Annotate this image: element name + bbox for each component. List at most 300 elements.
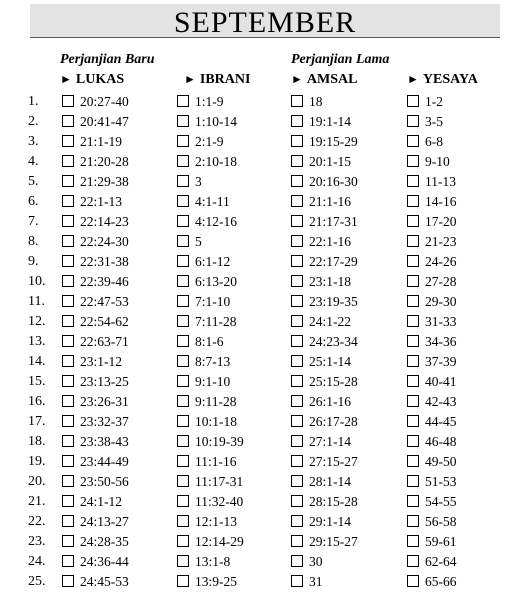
checkbox[interactable] [62,195,74,207]
day-number: 15. [28,374,46,389]
reading-ref: 8:7-13 [195,354,231,369]
reading-ref: 23:1-12 [80,354,122,369]
reading-ref: 24:36-44 [80,554,129,569]
reading-cell-yesaya [407,194,457,210]
reading-cell-ibrani [177,214,237,230]
reading-cell-yesaya [407,574,457,590]
reading-cell-ibrani [177,474,243,490]
reading-cell-lukas [62,574,129,590]
reading-cell-yesaya [407,514,457,530]
table-row [0,412,530,432]
reading-ref: 26:1-16 [309,394,351,409]
reading-ref: 22:17-29 [309,254,358,269]
reading-ref: 20:1-15 [309,154,351,169]
checkbox[interactable] [62,275,74,287]
reading-cell-lukas [62,274,129,290]
reading-cell-ibrani [177,274,237,290]
reading-ref: 27-28 [425,274,457,289]
reading-cell-amsal [291,114,351,130]
table-row [0,452,530,472]
reading-cell-yesaya [407,114,443,130]
reading-ref: 23:32-37 [80,414,129,429]
table-row [0,252,530,272]
day-number: 19. [28,454,46,469]
day-number: 10. [28,274,46,289]
day-number: 17. [28,414,46,429]
day-number: 13. [28,334,46,349]
reading-ref: 11-13 [425,174,456,189]
checkbox[interactable] [62,175,74,187]
reading-cell-ibrani [177,554,230,570]
checkbox[interactable] [291,355,303,367]
checkbox[interactable] [407,415,419,427]
reading-cell-lukas [62,254,129,270]
reading-cell-amsal [291,294,358,310]
checkbox[interactable] [177,235,189,247]
table-row [0,372,530,392]
reading-cell-amsal [291,514,351,530]
checkbox[interactable] [62,315,74,327]
checkbox[interactable] [407,355,419,367]
reading-ref: 6-8 [425,134,443,149]
reading-ref: 22:1-13 [80,194,122,209]
reading-cell-ibrani [177,114,237,130]
day-number: 7. [28,214,39,229]
checkbox[interactable] [177,355,189,367]
reading-cell-lukas [62,534,129,550]
reading-ref: 46-48 [425,434,457,449]
reading-ref: 6:13-20 [195,274,237,289]
column-header-ibrani: ► IBRANI [184,72,251,87]
checkbox[interactable] [407,495,419,507]
checkbox[interactable] [177,255,189,267]
checkbox[interactable] [62,295,74,307]
checkbox[interactable] [177,435,189,447]
table-row [0,152,530,172]
table-row [0,512,530,532]
checkbox[interactable] [407,475,419,487]
table-row [0,172,530,192]
reading-cell-lukas [62,334,129,350]
checkbox[interactable] [62,95,74,107]
reading-cell-ibrani [177,234,202,250]
reading-ref: 10:1-18 [195,414,237,429]
checkbox[interactable] [62,395,74,407]
reading-ref: 20:41-47 [80,114,129,129]
reading-ref: 1-2 [425,94,443,109]
reading-ref: 21:29-38 [80,174,129,189]
day-number: 23. [28,534,46,549]
checkbox[interactable] [291,275,303,287]
reading-ref: 9-10 [425,154,450,169]
checkbox[interactable] [62,535,74,547]
reading-ref: 22:63-71 [80,334,129,349]
reading-ref: 27:1-14 [309,434,351,449]
reading-ref: 1:10-14 [195,114,237,129]
day-number: 24. [28,554,46,569]
checkbox[interactable] [177,495,189,507]
checkbox[interactable] [177,295,189,307]
reading-cell-amsal [291,134,358,150]
table-row [0,92,530,112]
checkbox[interactable] [291,495,303,507]
day-number: 5. [28,174,39,189]
reading-ref: 21:17-31 [309,214,358,229]
checkbox[interactable] [62,115,74,127]
reading-cell-amsal [291,214,358,230]
checkbox[interactable] [62,155,74,167]
reading-cell-yesaya [407,234,457,250]
reading-cell-lukas [62,414,129,430]
checkbox[interactable] [177,515,189,527]
reading-ref: 37-39 [425,354,457,369]
reading-ref: 31-33 [425,314,457,329]
reading-cell-amsal [291,454,358,470]
checkbox[interactable] [291,555,303,567]
reading-ref: 2:1-9 [195,134,224,149]
reading-cell-ibrani [177,194,230,210]
checkbox[interactable] [407,175,419,187]
checkbox[interactable] [407,455,419,467]
checkbox[interactable] [291,535,303,547]
reading-cell-yesaya [407,354,457,370]
table-row [0,432,530,452]
checkbox[interactable] [177,215,189,227]
reading-ref: 22:47-53 [80,294,129,309]
page-title: SEPTEMBER [173,6,357,39]
checkbox[interactable] [62,455,74,467]
reading-cell-lukas [62,154,129,170]
reading-ref: 28:1-14 [309,474,351,489]
reading-cell-amsal [291,574,323,590]
reading-ref: 29:15-27 [309,534,358,549]
checkbox[interactable] [291,455,303,467]
reading-cell-yesaya [407,454,457,470]
reading-cell-lukas [62,134,122,150]
checkbox[interactable] [291,575,303,587]
reading-cell-ibrani [177,334,224,350]
checkbox[interactable] [291,215,303,227]
reading-ref: 25:15-28 [309,374,358,389]
reading-ref: 24:13-27 [80,514,129,529]
reading-ref: 27:15-27 [309,454,358,469]
checkbox[interactable] [291,255,303,267]
table-row [0,352,530,372]
reading-cell-lukas [62,354,122,370]
checkbox[interactable] [62,575,74,587]
reading-cell-ibrani [177,374,230,390]
reading-ref: 4:1-11 [195,194,230,209]
table-row [0,232,530,252]
reading-cell-yesaya [407,254,457,270]
reading-ref: 56-58 [425,514,457,529]
reading-cell-yesaya [407,414,457,430]
day-number: 20. [28,474,46,489]
checkbox[interactable] [62,355,74,367]
checkbox[interactable] [407,155,419,167]
reading-ref: 42-43 [425,394,457,409]
checkbox[interactable] [62,215,74,227]
checkbox[interactable] [291,435,303,447]
reading-cell-ibrani [177,454,237,470]
checkbox[interactable] [62,335,74,347]
checkbox[interactable] [291,155,303,167]
table-row [0,312,530,332]
checkbox[interactable] [407,515,419,527]
checkbox[interactable] [291,415,303,427]
reading-ref: 23:19-35 [309,294,358,309]
checkbox[interactable] [62,435,74,447]
reading-cell-yesaya [407,214,457,230]
reading-ref: 24:45-53 [80,574,129,589]
checkbox[interactable] [177,575,189,587]
checkbox[interactable] [407,575,419,587]
reading-ref: 49-50 [425,454,457,469]
checkbox[interactable] [407,375,419,387]
checkbox[interactable] [407,435,419,447]
reading-ref: 24:1-22 [309,314,351,329]
reading-cell-lukas [62,394,129,410]
day-number: 4. [28,154,39,169]
reading-ref: 5 [195,234,202,249]
reading-ref: 7:1-10 [195,294,231,309]
reading-ref: 23:13-25 [80,374,129,389]
checkbox[interactable] [62,475,74,487]
reading-cell-lukas [62,114,129,130]
reading-cell-lukas [62,234,129,250]
checkbox[interactable] [177,95,189,107]
reading-cell-ibrani [177,574,237,590]
checkbox[interactable] [291,335,303,347]
reading-ref: 8:1-6 [195,334,224,349]
checkbox[interactable] [407,275,419,287]
reading-cell-amsal [291,194,351,210]
table-row [0,272,530,292]
reading-ref: 65-66 [425,574,457,589]
checkbox[interactable] [407,555,419,567]
reading-cell-ibrani [177,394,237,410]
table-row [0,212,530,232]
table-row [0,572,530,592]
checkbox[interactable] [62,515,74,527]
reading-ref: 30 [309,554,323,569]
reading-cell-ibrani [177,494,243,510]
reading-cell-amsal [291,94,323,110]
reading-cell-ibrani [177,174,202,190]
checkbox[interactable] [177,135,189,147]
checkbox[interactable] [177,195,189,207]
arrow-right-icon: ► [184,72,196,86]
checkbox[interactable] [291,115,303,127]
reading-ref: 22:1-16 [309,234,351,249]
reading-cell-yesaya [407,154,450,170]
checkbox[interactable] [407,535,419,547]
reading-cell-amsal [291,254,358,270]
reading-ref: 1:1-9 [195,94,224,109]
checkbox[interactable] [407,215,419,227]
section-label-new-testament: Perjanjian Baru [60,52,155,67]
day-number: 8. [28,234,39,249]
day-number: 9. [28,254,39,269]
day-number: 16. [28,394,46,409]
column-header-yesaya: ► YESAYA [407,72,478,87]
reading-ref: 25:1-14 [309,354,351,369]
reading-cell-lukas [62,554,129,570]
checkbox[interactable] [62,255,74,267]
reading-cell-lukas [62,94,129,110]
checkbox[interactable] [177,375,189,387]
reading-ref: 7:11-28 [195,314,237,329]
table-row [0,332,530,352]
reading-cell-ibrani [177,534,244,550]
reading-cell-yesaya [407,94,443,110]
checkbox[interactable] [407,115,419,127]
day-number: 6. [28,194,39,209]
reading-cell-amsal [291,174,358,190]
reading-ref: 23:1-18 [309,274,351,289]
reading-ref: 51-53 [425,474,457,489]
reading-cell-yesaya [407,494,457,510]
reading-cell-lukas [62,194,122,210]
reading-ref: 24-26 [425,254,457,269]
reading-cell-ibrani [177,94,224,110]
checkbox[interactable] [177,175,189,187]
day-number: 22. [28,514,46,529]
reading-ref: 14-16 [425,194,457,209]
reading-ref: 29-30 [425,294,457,309]
reading-cell-yesaya [407,334,457,350]
reading-cell-amsal [291,154,351,170]
reading-ref: 2:10-18 [195,154,237,169]
checkbox[interactable] [291,395,303,407]
reading-ref: 19:15-29 [309,134,358,149]
checkbox[interactable] [62,415,74,427]
reading-ref: 59-61 [425,534,457,549]
checkbox[interactable] [407,235,419,247]
reading-ref: 29:1-14 [309,514,351,529]
reading-ref: 11:32-40 [195,494,244,509]
checkbox[interactable] [62,375,74,387]
reading-cell-yesaya [407,474,457,490]
checkbox[interactable] [291,95,303,107]
checkbox[interactable] [291,295,303,307]
reading-ref: 34-36 [425,334,457,349]
reading-cell-amsal [291,534,358,550]
table-row [0,552,530,572]
day-number: 1. [28,94,39,109]
checkbox[interactable] [177,335,189,347]
checkbox[interactable] [62,555,74,567]
table-row [0,532,530,552]
reading-cell-yesaya [407,374,457,390]
checkbox[interactable] [407,295,419,307]
reading-cell-lukas [62,454,129,470]
reading-ref: 24:28-35 [80,534,129,549]
checkbox[interactable] [291,515,303,527]
reading-ref: 24:23-34 [309,334,358,349]
checkbox[interactable] [291,195,303,207]
reading-cell-lukas [62,294,129,310]
reading-cell-yesaya [407,274,457,290]
checkbox[interactable] [291,135,303,147]
arrow-right-icon: ► [407,72,419,86]
checkbox[interactable] [291,475,303,487]
checkbox[interactable] [407,315,419,327]
reading-cell-yesaya [407,554,457,570]
reading-cell-ibrani [177,414,237,430]
checkbox[interactable] [177,455,189,467]
checkbox[interactable] [177,275,189,287]
reading-ref: 23:38-43 [80,434,129,449]
checkbox[interactable] [62,495,74,507]
checkbox[interactable] [62,235,74,247]
checkbox[interactable] [177,555,189,567]
reading-ref: 23:50-56 [80,474,129,489]
reading-cell-yesaya [407,134,443,150]
reading-ref: 21:1-19 [80,134,122,149]
reading-ref: 23:26-31 [80,394,129,409]
checkbox[interactable] [407,95,419,107]
reading-ref: 22:54-62 [80,314,129,329]
reading-ref: 3-5 [425,114,443,129]
table-row [0,112,530,132]
reading-cell-amsal [291,394,351,410]
checkbox[interactable] [177,395,189,407]
table-row [0,192,530,212]
checkbox[interactable] [62,135,74,147]
checkbox[interactable] [407,335,419,347]
table-row [0,492,530,512]
reading-ref: 22:31-38 [80,254,129,269]
checkbox[interactable] [407,135,419,147]
reading-cell-yesaya [407,534,457,550]
reading-ref: 12:1-13 [195,514,237,529]
checkbox[interactable] [177,315,189,327]
day-number: 21. [28,494,46,509]
checkbox[interactable] [177,475,189,487]
checkbox[interactable] [407,395,419,407]
checkbox[interactable] [291,315,303,327]
reading-cell-amsal [291,334,358,350]
reading-ref: 6:1-12 [195,254,231,269]
checkbox[interactable] [177,155,189,167]
reading-cell-amsal [291,434,351,450]
reading-cell-lukas [62,494,122,510]
reading-ref: 40-41 [425,374,457,389]
checkbox[interactable] [291,175,303,187]
checkbox[interactable] [177,415,189,427]
reading-cell-yesaya [407,314,457,330]
reading-ref: 4:12-16 [195,214,237,229]
reading-ref: 3 [195,174,202,189]
reading-ref: 54-55 [425,494,457,509]
checkbox[interactable] [177,115,189,127]
reading-ref: 44-45 [425,414,457,429]
reading-ref: 13:9-25 [195,574,237,589]
checkbox[interactable] [407,195,419,207]
reading-ref: 24:1-12 [80,494,122,509]
checkbox[interactable] [291,375,303,387]
checkbox[interactable] [291,235,303,247]
reading-ref: 17-20 [425,214,457,229]
reading-cell-amsal [291,234,351,250]
checkbox[interactable] [177,535,189,547]
column-header-lukas: ► LUKAS [60,72,125,87]
checkbox[interactable] [407,255,419,267]
day-number: 18. [28,434,46,449]
reading-cell-yesaya [407,434,457,450]
day-number: 12. [28,314,46,329]
